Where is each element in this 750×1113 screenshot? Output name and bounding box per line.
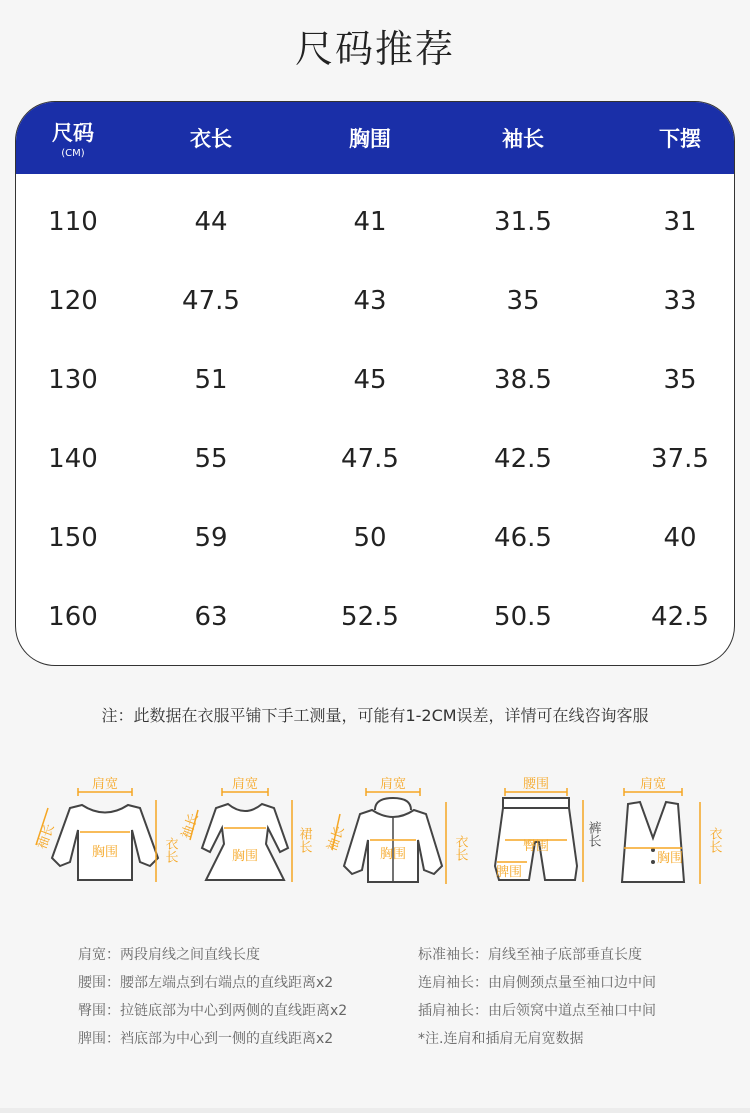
table-cell: 150 — [48, 522, 98, 553]
sweater-shoulder-label: 肩宽 — [91, 777, 119, 792]
table-cell: 37.5 — [651, 443, 709, 474]
header-chest: 胸围 — [349, 127, 391, 151]
sweater-diagram — [30, 770, 180, 890]
footer-divider — [0, 1108, 750, 1113]
table-cell: 47.5 — [341, 443, 399, 474]
size-table — [15, 101, 735, 666]
pants-thigh-label: 脾围 — [495, 865, 523, 880]
table-cell: 42.5 — [494, 443, 552, 474]
table-cell: 35 — [663, 364, 697, 395]
table-cell: 43 — [353, 285, 387, 316]
legend-left — [78, 944, 347, 1056]
sweater-sleeve-label: 袖长 — [34, 822, 58, 852]
table-cell: 46.5 — [494, 522, 552, 553]
table-header — [16, 102, 734, 174]
table-cell: 110 — [48, 206, 98, 237]
legend-thigh: 脾围：裆底部为中心到一侧的直线距离x2 — [78, 1031, 334, 1047]
table-cell: 35 — [506, 285, 540, 316]
legend-drop-sleeve: 连肩袖长：由肩侧颈点量至袖口边中间 — [418, 975, 656, 991]
table-cell: 52.5 — [341, 601, 399, 632]
table-cell: 59 — [194, 522, 228, 553]
legend-standard-sleeve: 标准袖长：肩线至袖子底部垂直长度 — [418, 947, 642, 963]
jacket-length-label: 衣长 — [452, 835, 468, 861]
dress-shoulder-label: 肩宽 — [231, 777, 259, 792]
dress-chest-label: 胸围 — [231, 849, 259, 864]
legend-raglan-sleeve: 插肩袖长：由后领窝中道点至袖口中间 — [418, 1003, 656, 1019]
sweater-length-label: 衣长 — [162, 837, 178, 863]
table-cell: 50 — [353, 522, 387, 553]
header-sleeve: 袖长 — [502, 127, 544, 151]
jacket-chest-label: 胸围 — [379, 847, 407, 862]
table-cell: 50.5 — [494, 601, 552, 632]
pants-diagram — [485, 770, 605, 890]
table-row — [16, 340, 735, 419]
table-cell: 33 — [663, 285, 697, 316]
jacket-sleeve-label: 袖长 — [324, 824, 348, 854]
table-row — [16, 577, 735, 656]
dress-diagram — [180, 770, 310, 890]
table-cell: 31 — [663, 206, 697, 237]
vest-chest-label: 胸围 — [656, 851, 684, 866]
table-cell: 130 — [48, 364, 98, 395]
dress-sleeve-label: 袖长 — [178, 811, 202, 841]
vest-length-label: 衣长 — [706, 827, 722, 853]
table-cell: 41 — [353, 206, 387, 237]
header-length: 衣长 — [190, 127, 232, 151]
table-row — [16, 419, 735, 498]
table-cell: 120 — [48, 285, 98, 316]
legend-waist: 腰围：腰部左端点到右端点的直线距离x2 — [78, 975, 334, 991]
table-cell: 63 — [194, 601, 228, 632]
legend-footnote: *注.连肩和插肩无肩宽数据 — [418, 1031, 584, 1047]
table-cell: 160 — [48, 601, 98, 632]
table-cell: 31.5 — [494, 206, 552, 237]
jacket-diagram — [320, 770, 470, 890]
vest-diagram — [610, 770, 730, 890]
table-cell: 45 — [353, 364, 387, 395]
table-cell: 51 — [194, 364, 228, 395]
table-row — [16, 261, 735, 340]
table-cell: 47.5 — [182, 285, 240, 316]
table-row — [16, 498, 735, 577]
table-row — [16, 182, 735, 261]
pants-length-label: 裤长 — [585, 821, 601, 847]
header-hem: 下摆 — [659, 127, 701, 151]
table-cell: 40 — [663, 522, 697, 553]
table-cell: 140 — [48, 443, 98, 474]
vest-shoulder-label: 肩宽 — [639, 777, 667, 792]
jacket-shoulder-label: 肩宽 — [379, 777, 407, 792]
header-size-label: 尺码 — [52, 121, 94, 145]
pants-hip-label: 臀围 — [522, 839, 550, 854]
legend-right — [418, 944, 656, 1056]
table-cell: 42.5 — [651, 601, 709, 632]
pants-waist-label: 腰围 — [522, 777, 550, 792]
sweater-chest-label: 胸围 — [91, 845, 119, 860]
legend-shoulder: 肩宽：两段肩线之间直线长度 — [78, 947, 260, 963]
header-size — [16, 102, 130, 174]
table-cell: 44 — [194, 206, 228, 237]
table-cell: 55 — [194, 443, 228, 474]
legend-hip: 臀围：拉链底部为中心到两侧的直线距离x2 — [78, 1003, 348, 1019]
dress-length-label: 裙长 — [296, 827, 312, 853]
table-cell: 38.5 — [494, 364, 552, 395]
measurement-note: 注：此数据在衣服平铺下手工测量，可能有1-2CM误差，详情可在线咨询客服 — [101, 706, 649, 725]
header-size-unit: (CM) — [61, 148, 85, 159]
page-title: 尺码推荐 — [294, 27, 455, 71]
